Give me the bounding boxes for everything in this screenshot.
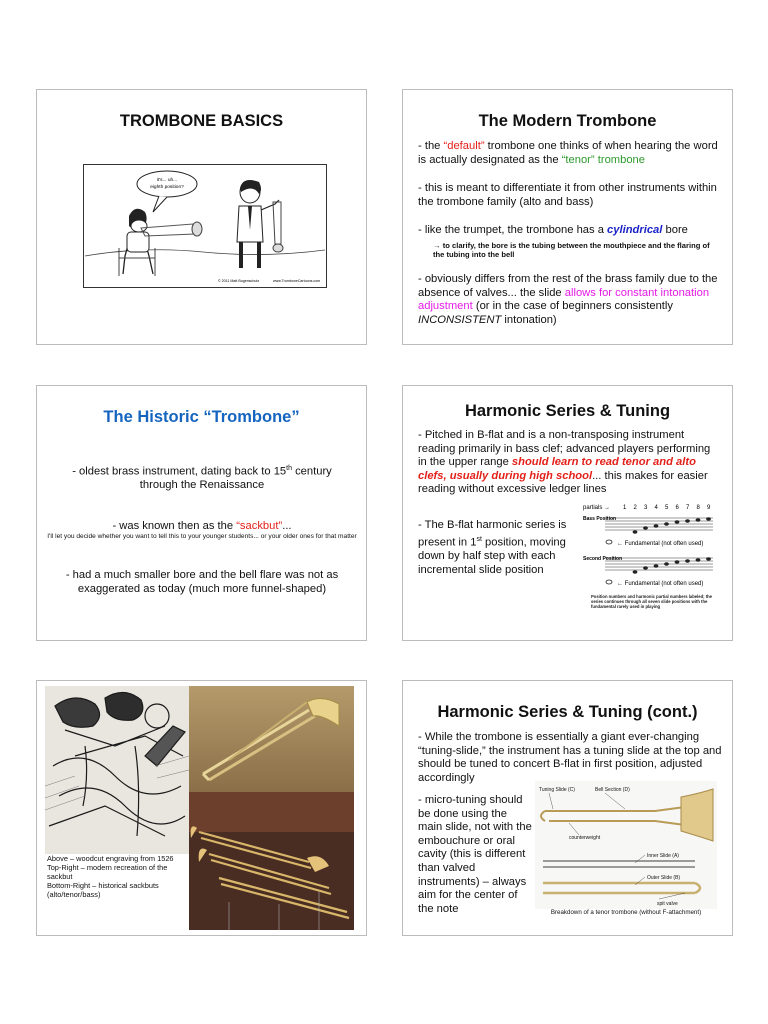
modern-sackbut-photo xyxy=(189,686,354,792)
sackbut-note: I'll let you decide whether you want to tell this to your younger students... or your older ones for that matter xyxy=(47,533,357,540)
note-head xyxy=(664,562,669,565)
credit-right: www.TromboneCartoons.com xyxy=(273,279,321,283)
cartoon-illustration xyxy=(83,164,327,288)
note-head xyxy=(675,520,680,523)
partial-number: 3 xyxy=(644,505,648,511)
caption-woodcut: Above – woodcut engraving from 1526 xyxy=(47,854,174,863)
label-counterweight: counterweight xyxy=(569,835,601,841)
partial-numbers xyxy=(623,505,711,511)
image-captions xyxy=(47,854,187,899)
staff-second-position xyxy=(583,556,713,587)
fundamental-2: ← Fundamental (not often used) xyxy=(617,581,704,587)
partial-number: 8 xyxy=(696,505,700,511)
label-outer-slide: Outer Slide (B) xyxy=(647,875,681,881)
note-head xyxy=(696,518,701,521)
slide-historic-images xyxy=(36,680,367,936)
partial-number: 4 xyxy=(654,505,658,511)
slide-modern-trombone xyxy=(402,89,733,345)
paragraph-bore-history: - had a much smaller bore and the bell flare was not as exaggerated as today (much more funnel-shaped) xyxy=(65,569,339,595)
staff-first-position xyxy=(583,516,713,547)
paragraph-pitched: - Pitched in B-flat and is a non-transposing instrument reading primarily in bass clef; advanced players performing in the upper range should learn to read tenor and alto clefs, usually during high school... this makes for easier reading without excessive ledger lines xyxy=(418,429,711,496)
paragraph-slide: - obviously differs from the rest of the brass family due to the absence of valves... the slide allows for constant intonation adjustment (or in the case of beginners consistently INCONSISTENT intonation) xyxy=(418,273,718,326)
label-bell-section: Bell Section (D) xyxy=(595,787,630,793)
partial-number: 5 xyxy=(665,505,669,511)
note-head xyxy=(706,517,711,520)
paragraph-family: - this is meant to differentiate it from other instruments within the trombone family (alto and bass) xyxy=(418,182,717,208)
note-head xyxy=(664,522,669,525)
note-head xyxy=(633,570,638,573)
staff1-notes xyxy=(633,517,711,533)
caption-historical: Bottom-Right – historical sackbuts (alto/tenor/bass) xyxy=(47,881,159,899)
bore-clarification: → to clarify, the bore is the tubing between the mouthpiece and the flaring of the tubing into the bell xyxy=(433,241,710,260)
notation-caption: Position numbers and harmonic partial numbers labeled; the series continues through all seven slide positions with the fundamental rarely used in playing xyxy=(591,594,712,609)
trombone-breakdown-photo xyxy=(535,781,717,909)
paragraph-bore: - like the trumpet, the trombone has a cylindrical bore xyxy=(418,224,688,236)
harmonic-series-notation xyxy=(583,500,723,624)
label-spit-valve: spit valve xyxy=(657,901,678,907)
partial-number: 6 xyxy=(675,505,679,511)
paragraph-default: - the “default” trombone one thinks of when hearing the word is actually designated as the “tenor” trombone xyxy=(418,140,718,166)
partials-label: partials → xyxy=(583,505,611,511)
bubble-text-2: eighth position? xyxy=(150,185,184,190)
note-head xyxy=(675,560,680,563)
note-head xyxy=(685,519,690,522)
caption-modern: Top-Right – modern recreation of the sackbut xyxy=(47,863,168,881)
slide-title: Harmonic Series & Tuning xyxy=(464,402,671,420)
note-head xyxy=(696,558,701,561)
photo-caption: Breakdown of a tenor trombone (without F-attachment) xyxy=(550,909,702,916)
staff1-label: Bass Position xyxy=(583,516,617,522)
slide-tuning-continued xyxy=(402,680,733,936)
paragraph-micro-tuning: - micro-tuning should be done using the main slide, not with the embouchure or oral cavity (this is different than valved instruments) – always aim for the center of the note xyxy=(418,794,532,915)
slide-harmonic-series xyxy=(402,385,733,641)
slide-title: The Historic “Trombone” xyxy=(103,408,300,426)
slide-historic-trombone xyxy=(36,385,367,641)
bubble-text-1: it's... uh... xyxy=(156,178,178,183)
note-head xyxy=(654,524,659,527)
fundamental-1: ← Fundamental (not often used) xyxy=(617,541,704,547)
slide-title: Harmonic Series & Tuning (cont.) xyxy=(437,703,698,721)
credit-left: © 2011 Matt Bogenschutz xyxy=(218,279,260,283)
paragraph-tuning-slide: - While the trombone is essentially a giant ever-changing “tuning-slide,” the instrument has a tuning slide at the top and should be tuned to concert B-flat in first position, adjusted accordingly xyxy=(418,731,722,784)
paragraph-oldest: - oldest brass instrument, dating back to 15th century through the Renaissance xyxy=(72,465,332,492)
partial-number: 2 xyxy=(633,505,637,511)
slide-title: TROMBONE BASICS xyxy=(119,112,284,130)
note-head xyxy=(643,566,648,569)
historical-sackbuts-photo xyxy=(189,792,354,930)
note-head xyxy=(643,526,648,529)
note-head xyxy=(633,530,638,533)
partial-number: 9 xyxy=(707,505,711,511)
staff2-label: Second Position xyxy=(583,556,623,562)
slide-title: The Modern Trombone xyxy=(478,112,657,130)
label-inner-slide: Inner Slide (A) xyxy=(647,853,679,859)
paragraph-harmonic: - The B-flat harmonic series is present in 1st position, moving down by half step with each incremental slide position xyxy=(418,519,567,576)
partial-number: 1 xyxy=(623,505,627,511)
label-tuning-slide: Tuning Slide (C) xyxy=(539,787,575,793)
woodcut-engraving-image xyxy=(45,686,189,854)
note-head xyxy=(654,564,659,567)
slide-trombone-basics xyxy=(36,89,367,345)
note-head xyxy=(685,559,690,562)
paragraph-sackbut: - was known then as the “sackbut”... xyxy=(112,520,292,532)
staff2-notes xyxy=(633,557,711,573)
note-head xyxy=(706,557,711,560)
partial-number: 7 xyxy=(686,505,690,511)
